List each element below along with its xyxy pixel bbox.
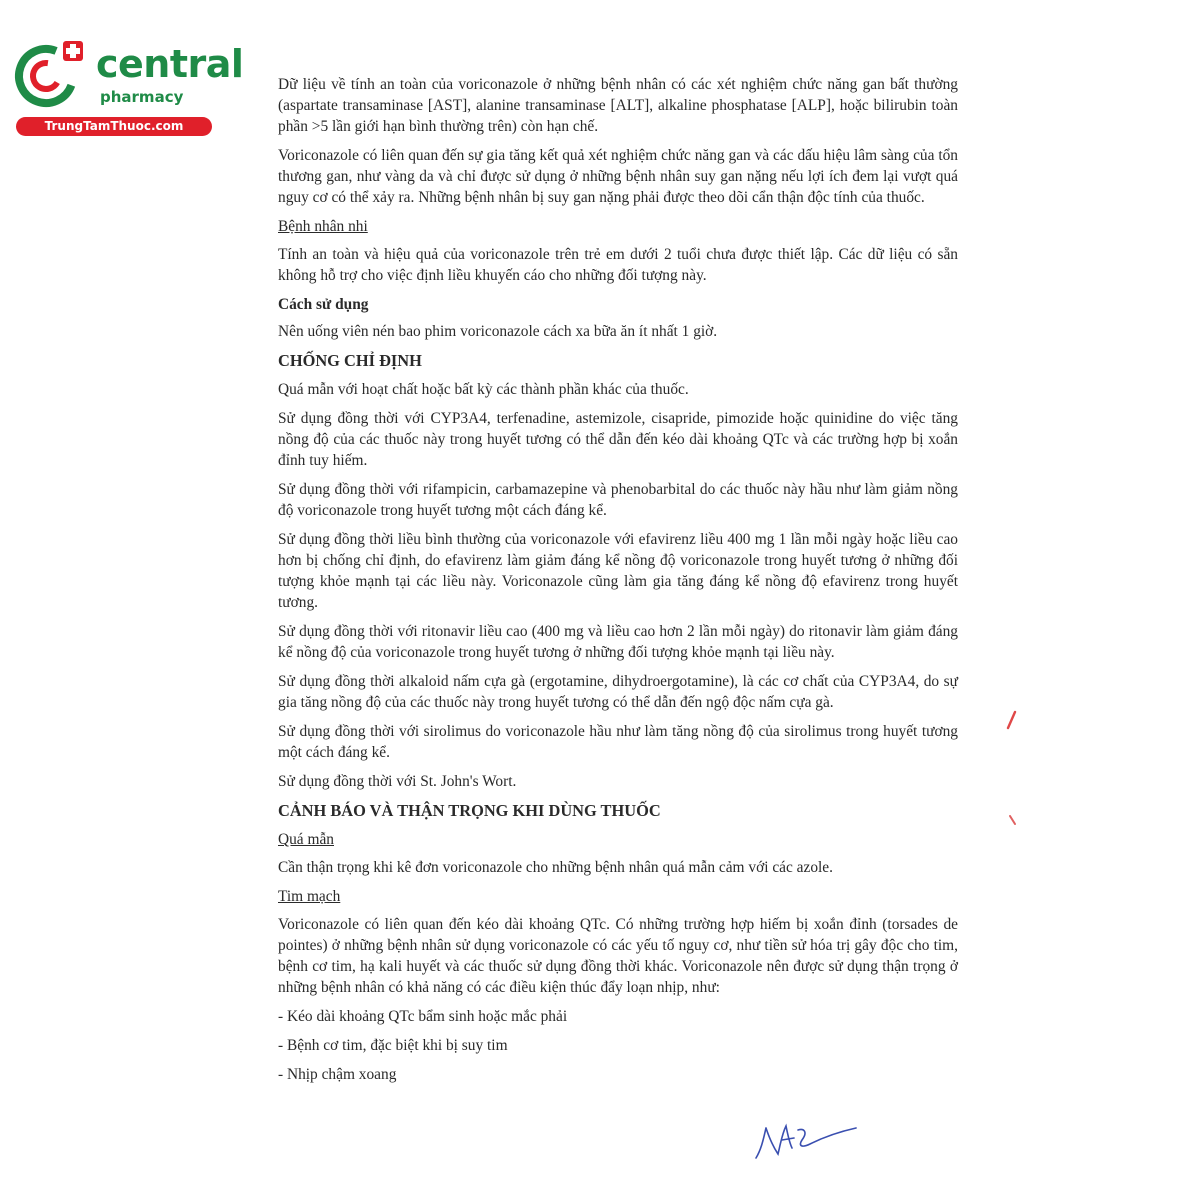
handwritten-signature [752,1118,862,1166]
subheading-pediatric: Bệnh nhân nhi [278,218,368,235]
central-pharmacy-logo[interactable] [10,36,244,136]
subheading-hypersensitivity: Quá mẫn [278,831,334,848]
paragraph-liver-data: Dữ liệu về tính an toàn của voriconazole ở những bệnh nhân có các xét nghiệm chức năng gan bất thường (aspartate transaminase [AST], alanine transaminase [ALT], alkaline phosphatase [ALP], hoặc bilirubin toàn phần >5 lần giới hạn bình thường trên) còn hạn chế. [278,76,958,135]
logo-site-banner[interactable]: TrungTamThuoc.com [16,117,212,136]
paragraph-usage: Nên uống viên nén bao phim voriconazole cách xa bữa ăn ít nhất 1 giờ. [278,323,718,340]
contraindication-item: Sử dụng đồng thời với sirolimus do voriconazole hầu như làm tăng nồng độ của sirolimus trong huyết tương một cách đáng kể. [278,723,958,761]
paragraph-liver-monitoring: Voriconazole có liên quan đến sự gia tăng kết quả xét nghiệm chức năng gan và các dấu hiệu lâm sàng của tổn thương gan, như vàng da và chỉ được sử dụng ở những bệnh nhân suy gan nặng nếu lợi ích đem lại vượt quá nguy cơ có thể xảy ra. Những bệnh nhân bị suy gan nặng phải được theo dõi cẩn thận độc tính của thuốc. [278,147,958,206]
paragraph-pediatric: Tính an toàn và hiệu quả của voriconazole trên trẻ em dưới 2 tuổi chưa được thiết lập. Các dữ liệu có sẵn không hỗ trợ cho việc định liều khuyến cáo cho những đối tượng này. [278,246,958,284]
list-item: - Nhịp chậm xoang [278,1066,397,1083]
contraindication-item: Sử dụng đồng thời alkaloid nấm cựa gà (ergotamine, dihydroergotamine), là các cơ chất của CYP3A4, do sự gia tăng nồng độ của các thuốc này trong huyết tương có thể dẫn đến ngộ độc nấm cựa gà. [278,673,958,711]
pharmacy-cross-logo-icon [10,36,90,116]
red-ink-mark [1004,708,1020,732]
contraindication-item: Sử dụng đồng thời liều bình thường của voriconazole với efavirenz liều 400 mg 1 lần mỗi ngày hoặc liều cao hơn bị chống chỉ định, do efavirenz làm giảm đáng kể nồng độ voriconazole trong huyết tương ở những đối tượng khỏe mạnh tại các liều này. Voriconazole cũng làm gia tăng đáng kể nồng độ efavirenz trong huyết tương. [278,531,958,611]
contraindication-item: Quá mẫn với hoạt chất hoặc bất kỳ các thành phần khác của thuốc. [278,381,689,398]
red-ink-mark [1006,812,1020,828]
paragraph-cardiovascular: Voriconazole có liên quan đến kéo dài khoảng QTc. Có những trường hợp hiếm bị xoắn đỉnh (torsades de pointes) ở những bệnh nhân sử dụng voriconazole có các yếu tố nguy cơ, như tiền sử hóa trị gây độc cho tim, bệnh cơ tim, hạ kali huyết và các thuốc sử dụng đồng thời khác. Voriconazole nên được sử dụng thận trọng ở những bệnh nhân có khả năng có các điều kiện thúc đẩy loạn nhịp, như: [278,916,958,996]
list-item: - Kéo dài khoảng QTc bẩm sinh hoặc mắc phải [278,1008,568,1025]
list-item: - Bệnh cơ tim, đặc biệt khi bị suy tim [278,1037,508,1054]
contraindication-item: Sử dụng đồng thời với CYP3A4, terfenadine, astemizole, cisapride, pimozide hoặc quinidine do việc tăng nồng độ của các thuốc này trong huyết tương có thể dẫn đến kéo dài khoảng QTc và các trường hợp bị xoắn đỉnh tuy hiếm. [278,410,958,469]
logo-brand-text: central [96,42,244,86]
paragraph-hypersensitivity: Cần thận trọng khi kê đơn voriconazole cho những bệnh nhân quá mẫn cảm với các azole. [278,859,833,876]
heading-warnings: CẢNH BÁO VÀ THẬN TRỌNG KHI DÙNG THUỐC [278,801,661,820]
logo-sub-text: pharmacy [100,88,184,106]
contraindication-item: Sử dụng đồng thời với St. John's Wort. [278,773,517,790]
subheading-cardiovascular: Tim mạch [278,888,341,905]
heading-contraindications: CHỐNG CHỈ ĐỊNH [278,351,422,370]
contraindication-item: Sử dụng đồng thời với rifampicin, carbamazepine và phenobarbital do các thuốc này hầu như làm giảm nồng độ voriconazole trong huyết tương một cách đáng kể. [278,481,958,519]
subheading-usage: Cách sử dụng [278,296,369,313]
contraindication-item: Sử dụng đồng thời với ritonavir liều cao (400 mg và liều cao hơn 2 lần mỗi ngày) do ritonavir làm giảm đáng kể nồng độ của voriconazole trong huyết tương ở những đối tượng khỏe mạnh tại liều này. [278,623,958,661]
document-body [278,74,958,1093]
